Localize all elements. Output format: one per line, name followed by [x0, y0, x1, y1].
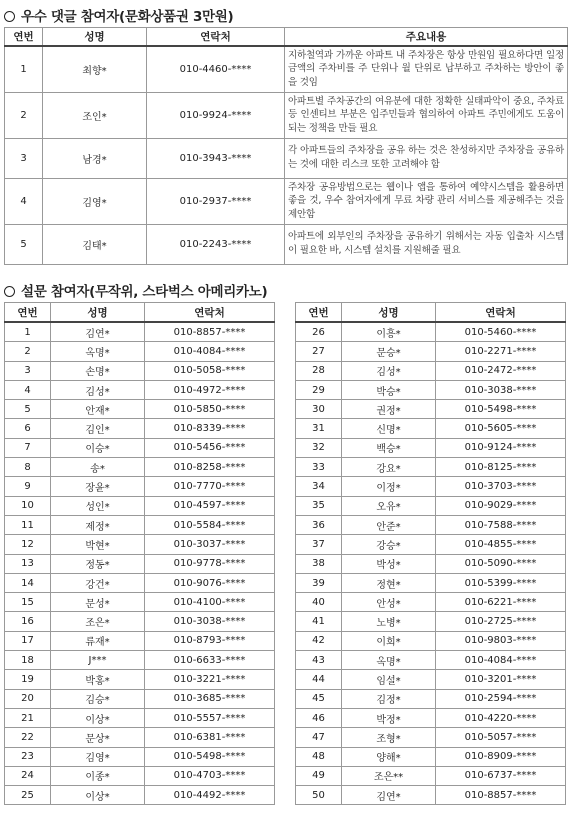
cell-name: 김승* — [51, 689, 145, 708]
table-row — [296, 728, 566, 747]
cell-no: 24 — [5, 766, 51, 785]
cell-phone: 010-8909-**** — [436, 747, 566, 766]
cell-name: 최향* — [43, 46, 147, 92]
table-row — [296, 593, 566, 612]
table-row — [5, 573, 275, 592]
table-row — [296, 631, 566, 650]
cell-phone: 010-5090-**** — [436, 554, 566, 573]
cell-name: 손명* — [51, 361, 145, 380]
cell-content: 아파트에 외부인의 주차장을 공유하기 위해서는 자동 입출차 시스템이 필요한 바, 시스템 설치를 지원해줄 필요 — [285, 224, 568, 264]
cell-name: 제정* — [51, 515, 145, 534]
cell-content: 아파트별 주차공간의 여유분에 대한 정확한 실태파악이 중요, 주차료 등 인센티브 부분은 입주민들과 협의하여 아파트 주민에게도 도움이 되는 정책을 만들 필요 — [285, 92, 568, 138]
cell-no: 36 — [296, 515, 342, 534]
cell-name: 정동* — [51, 554, 145, 573]
cell-name: 성인* — [51, 496, 145, 515]
col-header-name: 성명 — [51, 303, 145, 323]
cell-no: 4 — [5, 178, 43, 224]
cell-phone: 010-9076-**** — [145, 573, 275, 592]
col-header-phone: 연락처 — [147, 28, 285, 47]
table-row — [296, 708, 566, 727]
cell-no: 15 — [5, 593, 51, 612]
cell-phone: 010-7770-**** — [145, 477, 275, 496]
cell-content: 지하철역과 가까운 아파트 내 주차장은 항상 만원임 필요하다면 일정 금액의 주차비를 주 단위나 월 단위로 납부하고 주차하는 방안이 좋을 것임 — [285, 46, 568, 92]
cell-phone: 010-3685-**** — [145, 689, 275, 708]
table-row — [5, 400, 275, 419]
cell-no: 19 — [5, 670, 51, 689]
table-row — [296, 361, 566, 380]
survey-participants-table-left — [4, 302, 275, 805]
cell-name: 백승* — [342, 438, 436, 457]
cell-phone: 010-9803-**** — [436, 631, 566, 650]
cell-name: 김성* — [51, 380, 145, 399]
cell-no: 21 — [5, 708, 51, 727]
table-row — [296, 766, 566, 785]
cell-no: 14 — [5, 573, 51, 592]
cell-no: 2 — [5, 92, 43, 138]
cell-no: 11 — [5, 515, 51, 534]
cell-name: 김성* — [342, 361, 436, 380]
cell-no: 3 — [5, 138, 43, 178]
cell-phone: 010-8857-**** — [145, 322, 275, 342]
table-row — [296, 554, 566, 573]
cell-no: 10 — [5, 496, 51, 515]
cell-no: 12 — [5, 535, 51, 554]
cell-no: 17 — [5, 631, 51, 650]
section1-title — [4, 5, 233, 25]
cell-phone: 010-8339-**** — [145, 419, 275, 438]
cell-phone: 010-4084-**** — [436, 651, 566, 670]
cell-phone: 010-4460-**** — [147, 46, 285, 92]
col-header-content: 주요내용 — [285, 28, 568, 47]
table-row — [296, 573, 566, 592]
col-header-no: 연번 — [5, 28, 43, 47]
cell-name: 박현* — [51, 535, 145, 554]
table-row — [296, 438, 566, 457]
cell-name: 김정* — [342, 689, 436, 708]
cell-phone: 010-3943-**** — [147, 138, 285, 178]
cell-no: 9 — [5, 477, 51, 496]
cell-phone: 010-5605-**** — [436, 419, 566, 438]
cell-name: 김영* — [43, 178, 147, 224]
cell-name: 노병* — [342, 612, 436, 631]
cell-name: 문상* — [51, 728, 145, 747]
cell-phone: 010-5850-**** — [145, 400, 275, 419]
table-row — [296, 458, 566, 477]
cell-no: 5 — [5, 224, 43, 264]
cell-phone: 010-2725-**** — [436, 612, 566, 631]
table-row — [5, 458, 275, 477]
cell-name: 송* — [51, 458, 145, 477]
cell-no: 2 — [5, 342, 51, 361]
cell-name: 강건* — [51, 573, 145, 592]
cell-phone: 010-8125-**** — [436, 458, 566, 477]
cell-no: 28 — [296, 361, 342, 380]
table-row — [5, 419, 275, 438]
cell-no: 45 — [296, 689, 342, 708]
cell-phone: 010-4703-**** — [145, 766, 275, 785]
cell-phone: 010-4100-**** — [145, 593, 275, 612]
section2-title-text: 설문 참여자(무작위, 스타벅스 아메리카노) — [21, 284, 268, 300]
cell-name: 조은* — [51, 612, 145, 631]
cell-no: 1 — [5, 322, 51, 342]
cell-name: 이상* — [51, 786, 145, 805]
cell-no: 30 — [296, 400, 342, 419]
table-row — [5, 593, 275, 612]
cell-name: 옥명* — [342, 651, 436, 670]
cell-name: 문성* — [51, 593, 145, 612]
cell-name: 류재* — [51, 631, 145, 650]
col-header-no: 연번 — [5, 303, 51, 323]
cell-phone: 010-3037-**** — [145, 535, 275, 554]
col-header-name: 성명 — [342, 303, 436, 323]
cell-no: 1 — [5, 46, 43, 92]
cell-name: 조은** — [342, 766, 436, 785]
cell-no: 38 — [296, 554, 342, 573]
circle-bullet-icon — [4, 286, 15, 297]
cell-no: 44 — [296, 670, 342, 689]
cell-name: 이흥* — [342, 322, 436, 342]
cell-no: 23 — [5, 747, 51, 766]
table-row — [5, 46, 568, 92]
cell-phone: 010-9029-**** — [436, 496, 566, 515]
cell-no: 25 — [5, 786, 51, 805]
cell-no: 42 — [296, 631, 342, 650]
cell-name: J*** — [51, 651, 145, 670]
cell-content: 각 아파트들의 주차장을 공유 하는 것은 찬성하지만 주차장을 공유하는 것에 대한 리스크 또한 고려해야 함 — [285, 138, 568, 178]
cell-name: 이희* — [342, 631, 436, 650]
circle-bullet-icon — [4, 11, 15, 22]
cell-name: 양해* — [342, 747, 436, 766]
cell-phone: 010-8258-**** — [145, 458, 275, 477]
table-row — [5, 612, 275, 631]
cell-phone: 010-5498-**** — [145, 747, 275, 766]
cell-phone: 010-9924-**** — [147, 92, 285, 138]
table-row — [5, 670, 275, 689]
table-row — [296, 477, 566, 496]
cell-no: 29 — [296, 380, 342, 399]
cell-phone: 010-4220-**** — [436, 708, 566, 727]
cell-phone: 010-2472-**** — [436, 361, 566, 380]
cell-phone: 010-7588-**** — [436, 515, 566, 534]
table-row — [5, 631, 275, 650]
cell-phone: 010-5498-**** — [436, 400, 566, 419]
table-row — [5, 92, 568, 138]
cell-name: 김영* — [51, 747, 145, 766]
table-row — [296, 651, 566, 670]
col-header-no: 연번 — [296, 303, 342, 323]
cell-phone: 010-4855-**** — [436, 535, 566, 554]
cell-phone: 010-9124-**** — [436, 438, 566, 457]
cell-phone: 010-4972-**** — [145, 380, 275, 399]
table-row — [5, 224, 568, 264]
survey-participants-table-right — [295, 302, 566, 805]
cell-name: 옥명* — [51, 342, 145, 361]
section2-title — [4, 280, 267, 300]
table-row — [5, 342, 275, 361]
cell-phone: 010-4084-**** — [145, 342, 275, 361]
cell-no: 7 — [5, 438, 51, 457]
table-row — [5, 747, 275, 766]
table-row — [296, 689, 566, 708]
cell-no: 31 — [296, 419, 342, 438]
cell-name: 조인* — [43, 92, 147, 138]
cell-no: 47 — [296, 728, 342, 747]
cell-name: 정현* — [342, 573, 436, 592]
cell-phone: 010-5460-**** — [436, 322, 566, 342]
col-header-phone: 연락처 — [145, 303, 275, 323]
cell-name: 문승* — [342, 342, 436, 361]
cell-name: 김인* — [51, 419, 145, 438]
table-row — [296, 496, 566, 515]
cell-phone: 010-3703-**** — [436, 477, 566, 496]
cell-phone: 010-9778-**** — [145, 554, 275, 573]
cell-name: 임설* — [342, 670, 436, 689]
table-row — [5, 786, 275, 805]
cell-no: 26 — [296, 322, 342, 342]
cell-name: 박홍* — [51, 670, 145, 689]
cell-name: 김연* — [51, 322, 145, 342]
table-row — [296, 612, 566, 631]
cell-no: 32 — [296, 438, 342, 457]
cell-phone: 010-6737-**** — [436, 766, 566, 785]
table-row — [5, 138, 568, 178]
cell-phone: 010-5057-**** — [436, 728, 566, 747]
table-row — [5, 515, 275, 534]
table-row — [296, 400, 566, 419]
cell-content: 주차장 공유방법으로는 웹이나 앱을 통하여 예약시스템을 활용하면 좋을 것, 우수 참여자에게 무료 차량 관리 서비스를 제공해주는 것을 제안함 — [285, 178, 568, 224]
table-header-row — [296, 303, 566, 323]
cell-no: 4 — [5, 380, 51, 399]
cell-name: 안준* — [342, 515, 436, 534]
cell-phone: 010-2243-**** — [147, 224, 285, 264]
cell-phone: 010-8857-**** — [436, 786, 566, 805]
table-row — [296, 515, 566, 534]
cell-name: 안재* — [51, 400, 145, 419]
table-row — [5, 708, 275, 727]
cell-phone: 010-4492-**** — [145, 786, 275, 805]
cell-name: 김연* — [342, 786, 436, 805]
cell-name: 강승* — [342, 535, 436, 554]
cell-name: 이승* — [51, 438, 145, 457]
cell-no: 13 — [5, 554, 51, 573]
table-row — [5, 438, 275, 457]
cell-no: 18 — [5, 651, 51, 670]
cell-no: 39 — [296, 573, 342, 592]
cell-name: 강요* — [342, 458, 436, 477]
cell-name: 조형* — [342, 728, 436, 747]
cell-phone: 010-5456-**** — [145, 438, 275, 457]
table-row — [5, 322, 275, 342]
cell-name: 이종* — [51, 766, 145, 785]
cell-name: 박승* — [342, 380, 436, 399]
cell-phone: 010-2937-**** — [147, 178, 285, 224]
cell-no: 5 — [5, 400, 51, 419]
table-row — [296, 747, 566, 766]
cell-no: 50 — [296, 786, 342, 805]
table-row — [5, 651, 275, 670]
cell-no: 27 — [296, 342, 342, 361]
table-row — [5, 496, 275, 515]
cell-phone: 010-6633-**** — [145, 651, 275, 670]
cell-phone: 010-5399-**** — [436, 573, 566, 592]
table-row — [5, 554, 275, 573]
cell-no: 43 — [296, 651, 342, 670]
cell-name: 이상* — [51, 708, 145, 727]
cell-name: 오유* — [342, 496, 436, 515]
cell-phone: 010-3201-**** — [436, 670, 566, 689]
cell-name: 권정* — [342, 400, 436, 419]
table-row — [296, 322, 566, 342]
cell-phone: 010-8793-**** — [145, 631, 275, 650]
cell-phone: 010-4597-**** — [145, 496, 275, 515]
cell-phone: 010-5557-**** — [145, 708, 275, 727]
cell-name: 신명* — [342, 419, 436, 438]
cell-no: 48 — [296, 747, 342, 766]
cell-name: 박정* — [342, 708, 436, 727]
cell-no: 40 — [296, 593, 342, 612]
table-row — [296, 670, 566, 689]
cell-phone: 010-3038-**** — [145, 612, 275, 631]
table-header-row — [5, 28, 568, 47]
table-row — [296, 380, 566, 399]
cell-no: 49 — [296, 766, 342, 785]
cell-no: 22 — [5, 728, 51, 747]
cell-phone: 010-5584-**** — [145, 515, 275, 534]
table-row — [296, 419, 566, 438]
cell-no: 33 — [296, 458, 342, 477]
cell-phone: 010-6381-**** — [145, 728, 275, 747]
cell-no: 6 — [5, 419, 51, 438]
col-header-name: 성명 — [43, 28, 147, 47]
cell-no: 41 — [296, 612, 342, 631]
table-row — [296, 786, 566, 805]
cell-name: 이정* — [342, 477, 436, 496]
cell-name: 박성* — [342, 554, 436, 573]
table-row — [296, 342, 566, 361]
top-commenters-table — [4, 27, 568, 265]
table-row — [296, 535, 566, 554]
cell-no: 3 — [5, 361, 51, 380]
cell-name: 안성* — [342, 593, 436, 612]
table-row — [5, 361, 275, 380]
cell-phone: 010-3038-**** — [436, 380, 566, 399]
cell-no: 37 — [296, 535, 342, 554]
cell-phone: 010-2271-**** — [436, 342, 566, 361]
cell-no: 20 — [5, 689, 51, 708]
table-row — [5, 689, 275, 708]
table-row — [5, 477, 275, 496]
section1-title-text: 우수 댓글 참여자(문화상품권 3만원) — [21, 9, 234, 25]
table-row — [5, 728, 275, 747]
cell-no: 16 — [5, 612, 51, 631]
table-row — [5, 178, 568, 224]
table-row — [5, 380, 275, 399]
table-header-row — [5, 303, 275, 323]
cell-phone: 010-2594-**** — [436, 689, 566, 708]
table-row — [5, 766, 275, 785]
cell-phone: 010-6221-**** — [436, 593, 566, 612]
cell-phone: 010-5058-**** — [145, 361, 275, 380]
cell-no: 46 — [296, 708, 342, 727]
cell-no: 8 — [5, 458, 51, 477]
cell-name: 장윤* — [51, 477, 145, 496]
cell-phone: 010-3221-**** — [145, 670, 275, 689]
cell-name: 남경* — [43, 138, 147, 178]
cell-name: 김태* — [43, 224, 147, 264]
cell-no: 34 — [296, 477, 342, 496]
cell-no: 35 — [296, 496, 342, 515]
col-header-phone: 연락처 — [436, 303, 566, 323]
table-row — [5, 535, 275, 554]
